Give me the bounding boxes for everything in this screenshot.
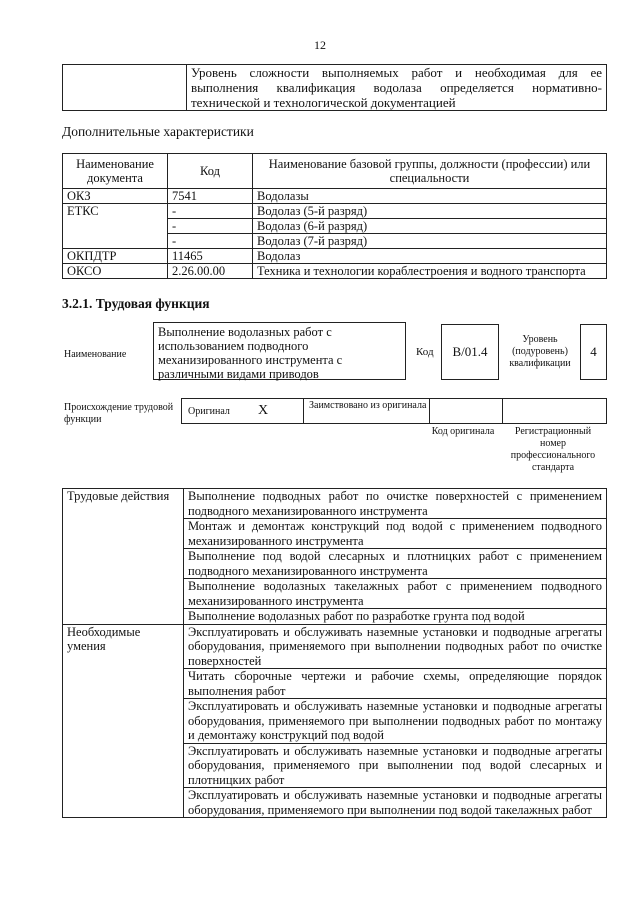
reg-caption: Регистрационный номер профессионального стандарта bbox=[510, 426, 596, 473]
additional-heading: Дополнительные характеристики bbox=[62, 124, 254, 139]
skills-label: Необходимые умения bbox=[63, 624, 184, 818]
header-document: Наименование документа bbox=[63, 154, 168, 189]
function-table bbox=[62, 488, 607, 818]
row-name: Водолаз (5-й разряд) bbox=[253, 204, 607, 219]
section-title: 3.2.1. Трудовая функция bbox=[62, 296, 210, 311]
skill-item: Эксплуатировать и обслуживать наземные установки и подводные агрегаты оборудования, применяемого при выполнении подводных работ по очистке поверхностей bbox=[184, 624, 607, 669]
level-note: Уровень сложности выполняемых работ и необходимая для ее выполнения квалификация водолаза определяется нормативно-технической и технологической документацией bbox=[187, 65, 607, 111]
origin-divider bbox=[502, 399, 503, 423]
level-label: Уровень (подуровень) квалификации bbox=[509, 334, 571, 369]
skill-item: Читать сборочные чертежи и рабочие схемы, определяющие порядок выполнения работ bbox=[184, 669, 607, 699]
row-code: - bbox=[168, 204, 253, 219]
table-row bbox=[63, 264, 607, 279]
row-code: 2.26.00.00 bbox=[168, 264, 253, 279]
row-code: 11465 bbox=[168, 249, 253, 264]
table-row bbox=[63, 249, 607, 264]
level-note-table bbox=[62, 64, 607, 111]
row-name: Водолаз (7-й разряд) bbox=[253, 234, 607, 249]
header-name: Наименование базовой группы, должности (профессии) или специальности bbox=[253, 154, 607, 189]
original-mark: X bbox=[258, 403, 269, 418]
additional-table bbox=[62, 153, 607, 279]
skill-item: Эксплуатировать и обслуживать наземные установки и подводные агрегаты оборудования, применяемого при выполнении подводных работ по монтажу и демонтажу конструкций под водой bbox=[184, 699, 607, 744]
code-label: Код bbox=[416, 346, 434, 358]
header-code: Код bbox=[168, 154, 253, 189]
row-doc: ЕТКС bbox=[63, 204, 168, 249]
table-row bbox=[63, 624, 607, 669]
row-name: Водолаз bbox=[253, 249, 607, 264]
row-code: - bbox=[168, 234, 253, 249]
action-item: Выполнение водолазных работ по разработке грунта под водой bbox=[184, 609, 607, 625]
action-item: Выполнение подводных работ по очистке поверхностей с применением подводного механизированного инструмента bbox=[184, 489, 607, 519]
row-code: - bbox=[168, 219, 253, 234]
row-doc: ОКПДТР bbox=[63, 249, 168, 264]
origin-label: Происхождение трудовой функции bbox=[64, 402, 174, 425]
row-name: Водолаз (6-й разряд) bbox=[253, 219, 607, 234]
code-value: B/01.4 bbox=[441, 324, 499, 380]
name-label: Наименование bbox=[64, 349, 127, 360]
level-value: 4 bbox=[580, 324, 607, 380]
row-doc: ОКСО bbox=[63, 264, 168, 279]
origin-table bbox=[181, 398, 607, 424]
page-number: 12 bbox=[314, 38, 326, 52]
function-name: Выполнение водолазных работ с использованием подводного механизированного инструмента с различными видами приводов bbox=[153, 322, 406, 380]
table-row bbox=[63, 189, 607, 204]
table-row bbox=[63, 489, 607, 519]
skill-item: Эксплуатировать и обслуживать наземные установки и подводные агрегаты оборудования, применяемого при выполнении под водой такелажных работ bbox=[184, 788, 607, 818]
origin-divider bbox=[303, 399, 304, 423]
code-caption: Код оригинала bbox=[431, 426, 495, 437]
action-item: Монтаж и демонтаж конструкций под водой с применением подводного механизированного инструмента bbox=[184, 519, 607, 549]
skill-item: Эксплуатировать и обслуживать наземные установки и подводные агрегаты оборудования, применяемого при выполнении под водой слесарных и плотницких работ bbox=[184, 743, 607, 788]
origin-divider bbox=[429, 399, 430, 423]
table-row bbox=[63, 204, 607, 219]
row-doc: ОКЗ bbox=[63, 189, 168, 204]
row-name: Водолазы bbox=[253, 189, 607, 204]
original-label: Оригинал bbox=[188, 406, 230, 417]
actions-label: Трудовые действия bbox=[63, 489, 184, 625]
action-item: Выполнение водолазных такелажных работ с применением подводного механизированного инструмента bbox=[184, 579, 607, 609]
borrowed-label: Заимствовано из оригинала bbox=[309, 400, 427, 411]
action-item: Выполнение под водой слесарных и плотницких работ с применением подводного механизированного инструмента bbox=[184, 549, 607, 579]
row-code: 7541 bbox=[168, 189, 253, 204]
row-name: Техника и технологии кораблестроения и водного транспорта bbox=[253, 264, 607, 279]
